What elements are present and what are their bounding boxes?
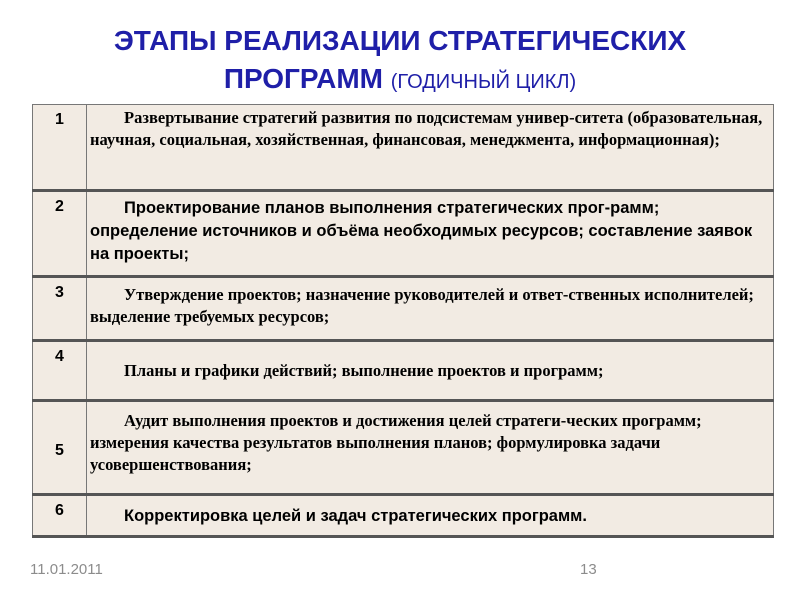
title-main: ПРОГРАММ — [223, 63, 383, 94]
row-number: 1 — [33, 105, 87, 191]
row-text: Утверждение проектов; назначение руководителей и ответ-ственных исполнителей; выделение требуемых ресурсов; — [87, 277, 774, 341]
table-row — [33, 105, 774, 191]
title-line-1: ЭТАПЫ РЕАЛИЗАЦИИ СТРАТЕГИЧЕСКИХ — [113, 25, 687, 56]
title-subtitle: (ГОДИЧНЫЙ ЦИКЛ) — [390, 71, 577, 93]
row-number: 4 — [33, 341, 87, 401]
page-number: 13 — [580, 561, 597, 578]
row-text: Планы и графики действий; выполнение проектов и программ; — [87, 341, 774, 401]
table-row — [33, 401, 774, 495]
row-text: Корректировка целей и задач стратегических программ. — [87, 495, 774, 537]
table-row — [33, 341, 774, 401]
row-text: Аудит выполнения проектов и достижения целей стратеги-ческих программ; измерения качества результатов выполнения планов; формулировка задачи усовершенствования; — [87, 401, 774, 495]
table-row — [33, 495, 774, 537]
row-number: 2 — [33, 191, 87, 277]
title-line-2 — [0, 60, 800, 101]
row-number: 6 — [33, 495, 87, 537]
footer-date: 11.01.2011 — [30, 561, 103, 578]
table-row — [33, 277, 774, 341]
row-number: 5 — [33, 401, 87, 495]
page-title — [0, 22, 800, 101]
stages-table — [32, 104, 774, 538]
row-number: 3 — [33, 277, 87, 341]
table-row — [33, 191, 774, 277]
row-text: Развертывание стратегий развития по подсистемам универ-ситета (образовательная, научная, социальная, хозяйственная, финансовая, менеджмента, информационная); — [87, 105, 774, 191]
row-text: Проектирование планов выполнения стратегических прог-рамм; определение источников и объёма необходимых ресурсов; составление заявок на проекты; — [87, 191, 774, 277]
